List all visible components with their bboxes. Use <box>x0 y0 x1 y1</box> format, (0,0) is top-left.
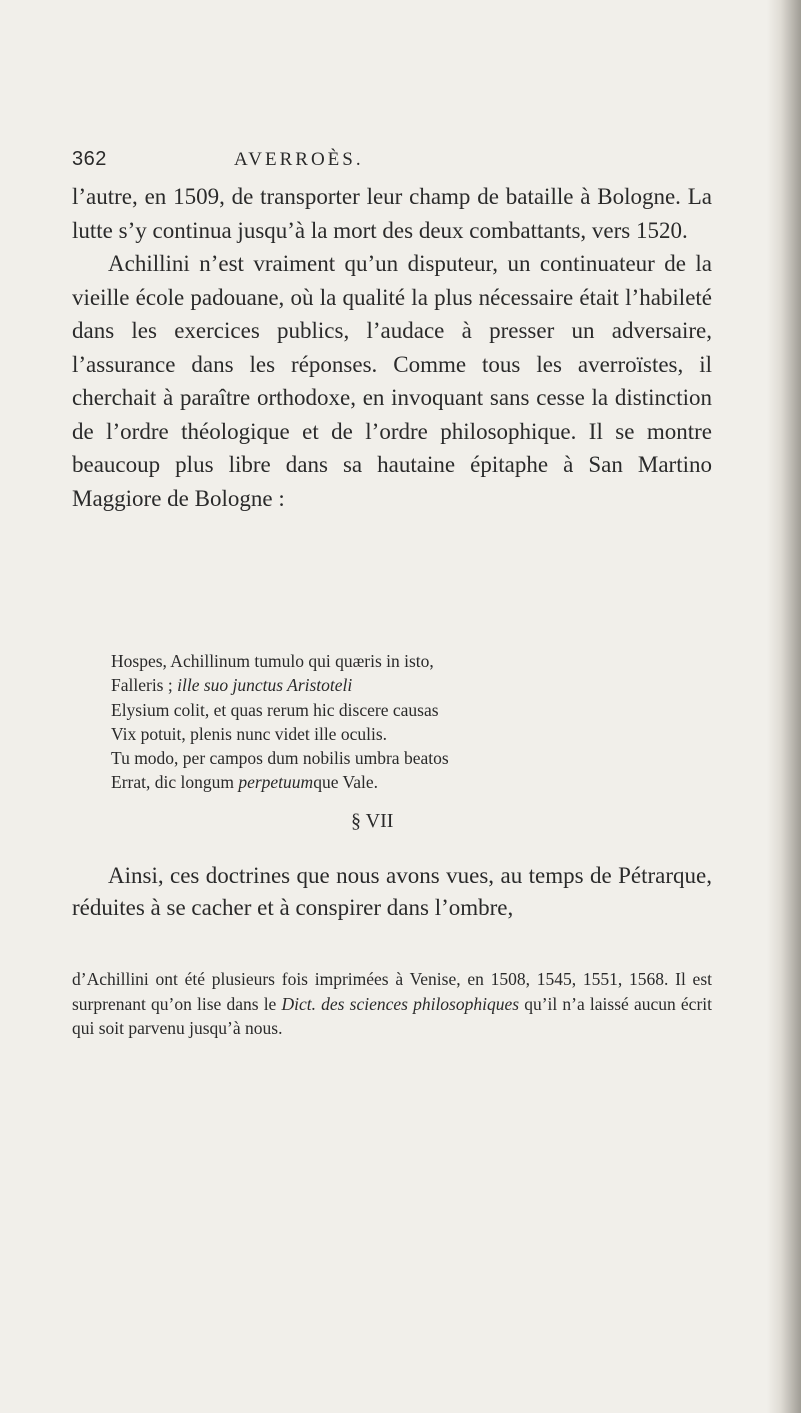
epitaph-line-1: Hospes, Achillinum tumulo qui quæris in isto, <box>111 651 434 671</box>
epitaph-line-6-italic: perpetuum <box>238 772 314 793</box>
epitaph-line-2-italic: ille suo junctus Aristoteli <box>177 675 353 696</box>
footnote-part-3: qu’il n’a laissé aucun écrit qui soit parvenu jusqu’à nous. <box>72 993 712 1038</box>
epitaph-line-6 <box>111 770 711 794</box>
epitaph-line-3: Elysium colit, et quas rerum hic discere causas <box>111 699 439 720</box>
footnote-text <box>72 967 712 1041</box>
epitaph-line-6-end: que Vale. <box>313 772 378 793</box>
section-heading-text: § VII <box>351 810 394 832</box>
epitaph-quote <box>111 649 711 795</box>
epitaph-line-6-roman: Errat, dic longum <box>111 772 239 793</box>
footnote-part-1: d’Achillini ont été plusieurs fois imprimées à Venise, en 1508, 1545, 1551, 1568. Il est surprenant qu’on lise dans le <box>72 969 712 1014</box>
paragraph-ainsi: Ainsi, ces doctrines que nous avons vues, au temps de Pétrarque, réduites à se cacher et à conspirer dans l’ombre, <box>72 863 712 920</box>
running-head: AVERROÈS. <box>234 149 364 170</box>
page-header <box>72 148 712 178</box>
main-text <box>72 180 712 515</box>
page-number: 362 <box>72 148 107 170</box>
epitaph-line-2 <box>111 673 711 697</box>
footnote-title-italic: Dict. des sciences philosophiques <box>281 993 520 1014</box>
paragraph-achillini: Achillini n’est vraiment qu’un disputeur, un continuateur de la vieille école padouane, où la qualité la plus nécessaire était l’habileté dans les exercices publics, l’audace à presser un adversaire, l’assurance dans les réponses. Comme tous les averroïstes, il cherchait à paraître orthodoxe, en invoquant sans cesse la distinction de l’ordre théologique et de l’ordre philosophique. Il se montre beaucoup plus libre dans sa hautaine épitaphe à San Martino Maggiore de Bologne : <box>72 251 712 511</box>
paragraph-section-vii <box>72 832 712 924</box>
epitaph-line-2-roman: Falleris ; <box>111 675 178 696</box>
epitaph-line-4: Vix potuit, plenis nunc videt ille oculis. <box>111 723 388 744</box>
page-edge-shadow <box>767 0 801 1413</box>
footnote <box>72 967 712 1041</box>
epitaph-line-5: Tu modo, per campos dum nobilis umbra beatos <box>111 748 449 769</box>
paragraph-continuation: l’autre, en 1509, de transporter leur champ de bataille à Bologne. La lutte s’y continua jusqu’à la mort des deux combattants, vers 1520. <box>72 184 712 243</box>
